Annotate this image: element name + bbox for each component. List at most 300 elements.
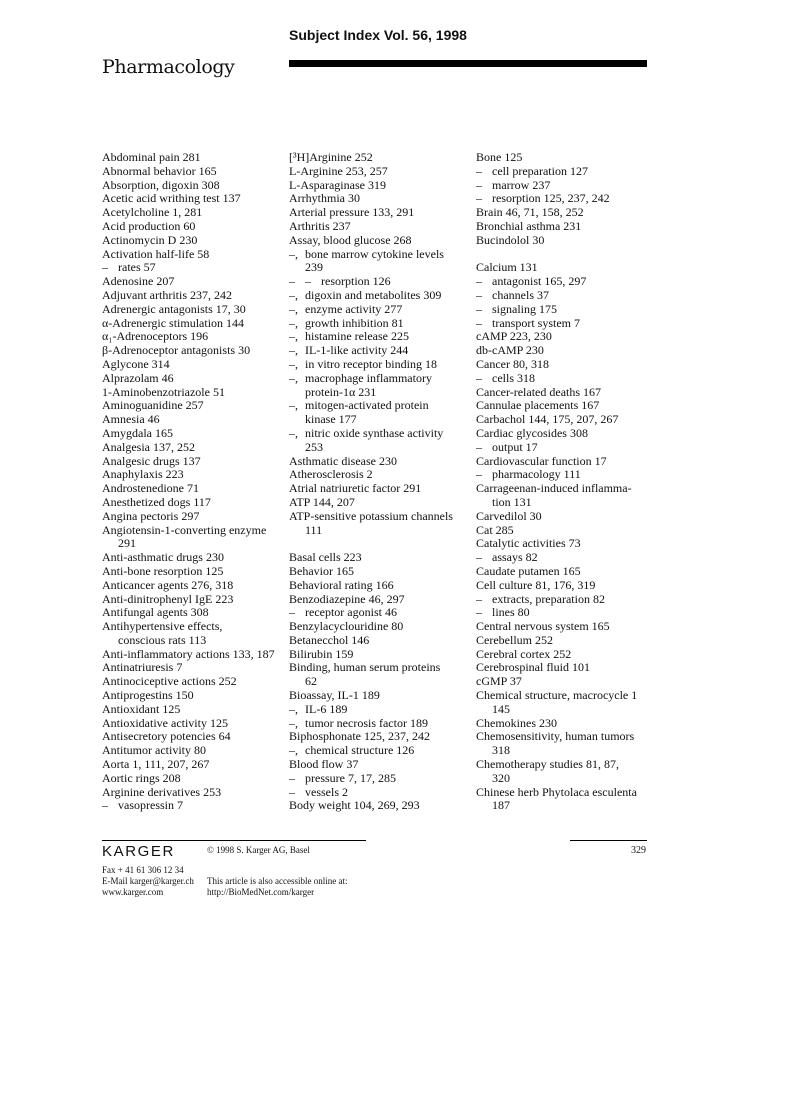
index-entry (289, 206, 471, 220)
index-entry (102, 675, 284, 689)
entry-text: α₁-Adrenoceptors 196 (102, 329, 209, 344)
entry-dash: –, (289, 701, 298, 716)
entry-text: Anti-dinitrophenyl IgE 223 (102, 591, 234, 606)
entry-dash: – (305, 274, 311, 289)
online-access-note (207, 876, 347, 898)
index-entry (289, 275, 471, 289)
index-entry (289, 468, 471, 482)
entry-text: Anesthetized dogs 117 (102, 494, 211, 509)
index-entry (102, 758, 284, 772)
entry-dash: – (476, 467, 482, 482)
entry-dash: – (476, 370, 482, 385)
entry-text: growth inhibition 81 (305, 315, 404, 330)
entry-text: Aortic rings 208 (102, 770, 181, 785)
index-entry (476, 317, 648, 331)
index-entry (476, 165, 648, 179)
index-entry (289, 758, 471, 772)
entry-text: lines 80 (492, 605, 530, 620)
entry-text: 1-Aminobenzotriazole 51 (102, 384, 225, 399)
index-entry (476, 579, 648, 593)
index-entry (102, 303, 284, 317)
index-entry (289, 234, 471, 248)
entry-text: cell preparation 127 (492, 163, 588, 178)
index-entry (102, 413, 284, 427)
online-note-line: This article is also accessible online at: (207, 876, 348, 886)
entry-text: Basal cells 223 (289, 550, 362, 565)
index-entry (102, 317, 284, 331)
index-entry (476, 179, 648, 193)
entry-text: Arterial pressure 133, 291 (289, 205, 415, 220)
index-entry (289, 192, 471, 206)
entry-text: Calcium 131 (476, 260, 538, 275)
index-entry (476, 510, 648, 524)
index-entry (289, 358, 471, 372)
index-entry (476, 220, 648, 234)
index-entry (476, 234, 648, 248)
entry-text: Acid production 60 (102, 218, 196, 233)
index-entry (102, 786, 284, 800)
index-entry (476, 634, 648, 648)
entry-text: Atrial natriuretic factor 291 (289, 481, 422, 496)
entry-continuation: protein-1α 231 (305, 384, 377, 399)
entry-text: Cannulae placements 167 (476, 398, 600, 413)
entry-text: cGMP 37 (476, 674, 522, 689)
entry-text: vasopressin 7 (118, 798, 183, 813)
index-entry (289, 248, 471, 262)
entry-dash: – (476, 550, 482, 565)
index-entry (476, 717, 648, 731)
publisher-contact (102, 865, 194, 898)
entry-dash: –, (289, 370, 298, 385)
entry-text: cAMP 223, 230 (476, 329, 552, 344)
entry-text: Alprazolam 46 (102, 370, 174, 385)
index-entry (102, 496, 284, 510)
fax-line: Fax + 41 61 306 12 34 (102, 865, 184, 875)
entry-text: Anticancer agents 276, 318 (102, 577, 234, 592)
entry-text: resorption 125, 237, 242 (492, 191, 610, 206)
index-entry (102, 455, 284, 469)
entry-text: Antiprogestins 150 (102, 688, 194, 703)
entry-text: Abnormal behavior 165 (102, 163, 217, 178)
index-entry (289, 496, 471, 510)
entry-text: Antisecretory potencies 64 (102, 729, 231, 744)
entry-text: Cerebrospinal fluid 101 (476, 660, 590, 675)
index-entry (102, 565, 284, 579)
index-entry (102, 772, 284, 786)
entry-text: resorption 126 (321, 274, 391, 289)
entry-text: Amnesia 46 (102, 412, 160, 427)
index-entry (102, 441, 284, 455)
entry-text: Arrhythmia 30 (289, 191, 360, 206)
entry-text: Chemosensitivity, human tumors (476, 729, 635, 744)
entry-text: Cerebral cortex 252 (476, 646, 572, 661)
header-rule (289, 60, 647, 67)
entry-continuation: tion 131 (492, 494, 532, 509)
index-entry (289, 165, 471, 179)
index-entry (289, 648, 471, 662)
entry-text: pressure 7, 17, 285 (305, 770, 396, 785)
entry-text: Cancer-related deaths 167 (476, 384, 602, 399)
index-entry (476, 206, 648, 220)
entry-continuation: kinase 177 (305, 412, 357, 427)
entry-dash: – (289, 605, 295, 620)
entry-text: digoxin and metabolites 309 (305, 287, 442, 302)
index-entry (102, 689, 284, 703)
entry-text: Antitumor activity 80 (102, 743, 206, 758)
index-entry (102, 358, 284, 372)
index-entry (289, 772, 471, 786)
entry-text: Antifungal agents 308 (102, 605, 209, 620)
entry-text: Anti-inflammatory actions 133, 187 (102, 646, 275, 661)
entry-text: Assay, blood glucose 268 (289, 232, 412, 247)
entry-text: Bronchial asthma 231 (476, 218, 582, 233)
entry-text: β-Adrenoceptor antagonists 30 (102, 343, 251, 358)
index-entry (102, 330, 284, 344)
entry-continuation: 187 (492, 798, 510, 813)
entry-text: Arthritis 237 (289, 218, 351, 233)
index-entry (476, 303, 648, 317)
entry-text: IL-1-like activity 244 (305, 343, 409, 358)
entry-dash: – (289, 770, 295, 785)
entry-text: Bucindolol 30 (476, 232, 545, 247)
index-entry (102, 606, 284, 620)
entry-text: Acetylcholine 1, 281 (102, 205, 203, 220)
entry-dash: –, (289, 287, 298, 302)
index-entry (289, 661, 471, 675)
entry-text: tumor necrosis factor 189 (305, 715, 428, 730)
index-entry (289, 303, 471, 317)
index-gap (289, 537, 471, 551)
entry-text: Arginine derivatives 253 (102, 784, 222, 799)
index-entry (289, 220, 471, 234)
entry-text: db-cAMP 230 (476, 343, 544, 358)
entry-text: Bone 125 (476, 150, 523, 164)
entry-text: Anti-asthmatic drugs 230 (102, 550, 224, 565)
entry-text: Cardiac glycosides 308 (476, 425, 588, 440)
entry-continuation: 145 (492, 701, 510, 716)
index-entry (289, 579, 471, 593)
entry-dash: – (476, 163, 482, 178)
index-entry (102, 275, 284, 289)
entry-dash: – (289, 784, 295, 799)
index-entry (289, 620, 471, 634)
index-entry (289, 330, 471, 344)
entry-text: assays 82 (492, 550, 538, 565)
footer-rule-left (102, 840, 366, 841)
entry-dash: – (476, 287, 482, 302)
website-line: www.karger.com (102, 887, 164, 897)
index-entry (289, 427, 471, 441)
index-entry (476, 151, 648, 165)
entry-text: Chemotherapy studies 81, 87, (476, 757, 619, 772)
index-entry (289, 730, 471, 744)
index-entry (476, 468, 648, 482)
index-entry (102, 179, 284, 193)
index-entry (476, 730, 648, 744)
entry-continuation: 62 (305, 674, 317, 689)
page-number: 329 (631, 845, 646, 856)
entry-text: Antihypertensive effects, (102, 619, 223, 634)
entry-text: histamine release 225 (305, 329, 409, 344)
entry-text: receptor agonist 46 (305, 605, 397, 620)
entry-dash: – (289, 274, 295, 289)
entry-text: Carvedilol 30 (476, 508, 542, 523)
entry-dash: – (476, 315, 482, 330)
entry-continuation: conscious rats 113 (118, 632, 207, 647)
index-entry (102, 261, 284, 275)
entry-continuation: 318 (492, 743, 510, 758)
index-entry (289, 455, 471, 469)
index-entry (476, 551, 648, 565)
index-entry (476, 261, 648, 275)
entry-dash: – (476, 177, 482, 192)
publisher-logo: KARGER (102, 843, 175, 860)
entry-dash: – (476, 439, 482, 454)
entry-text: Antinociceptive actions 252 (102, 674, 237, 689)
entry-text: signaling 175 (492, 301, 557, 316)
index-entry (102, 151, 284, 165)
footer-rule-right (570, 840, 647, 841)
index-entry (476, 758, 648, 772)
entry-text: Blood flow 37 (289, 757, 359, 772)
index-entry (102, 579, 284, 593)
entry-dash: –, (289, 425, 298, 440)
index-entry (102, 799, 284, 813)
index-entry (102, 482, 284, 496)
index-entry (102, 730, 284, 744)
index-entry (289, 179, 471, 193)
index-entry (476, 524, 648, 538)
entry-dash: – (476, 605, 482, 620)
entry-text: output 17 (492, 439, 538, 454)
index-entry (289, 606, 471, 620)
entry-text: Cat 285 (476, 522, 514, 537)
entry-text: α-Adrenergic stimulation 144 (102, 315, 245, 330)
entry-text: nitric oxide synthase activity (305, 425, 444, 440)
index-gap (476, 248, 648, 262)
index-entry (289, 786, 471, 800)
index-entry (102, 386, 284, 400)
entry-text: Abdominal pain 281 (102, 150, 201, 164)
entry-continuation: 253 (305, 439, 323, 454)
entry-dash: –, (289, 715, 298, 730)
index-entry (102, 289, 284, 303)
index-entry (476, 192, 648, 206)
entry-text: rates 57 (118, 260, 156, 275)
entry-text: Biphosphonate 125, 237, 242 (289, 729, 430, 744)
entry-text: extracts, preparation 82 (492, 591, 605, 606)
index-column-3 (476, 151, 648, 813)
index-entry (102, 593, 284, 607)
entry-text: antagonist 165, 297 (492, 274, 587, 289)
index-entry (476, 593, 648, 607)
entry-dash: –, (289, 343, 298, 358)
entry-text: Cerebellum 252 (476, 632, 553, 647)
entry-dash: –, (289, 329, 298, 344)
index-entry (476, 482, 648, 496)
entry-text: Anaphylaxis 223 (102, 467, 184, 482)
entry-text: vessels 2 (305, 784, 348, 799)
index-entry (289, 689, 471, 703)
entry-text: enzyme activity 277 (305, 301, 403, 316)
index-entry (102, 744, 284, 758)
entry-text: Catalytic activities 73 (476, 536, 581, 551)
index-entry (102, 648, 284, 662)
entry-text: Analgesic drugs 137 (102, 453, 201, 468)
entry-text: Benzodiazepine 46, 297 (289, 591, 405, 606)
entry-text: Aglycone 314 (102, 356, 170, 371)
entry-text: Antioxidant 125 (102, 701, 181, 716)
index-entry (476, 606, 648, 620)
entry-text: bone marrow cytokine levels (305, 246, 444, 261)
index-entry (476, 620, 648, 634)
entry-text: Chemical structure, macrocycle 1 (476, 688, 638, 703)
entry-text: Asthmatic disease 230 (289, 453, 397, 468)
entry-text: Chinese herb Phytolaca esculenta (476, 784, 637, 799)
index-title: Subject Index Vol. 56, 1998 (289, 27, 467, 43)
entry-dash: –, (289, 315, 298, 330)
index-entry (102, 344, 284, 358)
entry-continuation: 111 (305, 522, 323, 537)
entry-dash: – (476, 591, 482, 606)
index-column-2 (289, 151, 471, 813)
index-entry (476, 455, 648, 469)
online-url: http://BioMedNet.com/karger (207, 887, 315, 897)
entry-text: Behavioral rating 166 (289, 577, 394, 592)
index-entry (102, 510, 284, 524)
entry-text: Bilirubin 159 (289, 646, 354, 661)
entry-dash: – (102, 260, 108, 275)
index-entry (102, 234, 284, 248)
index-entry (476, 537, 648, 551)
entry-text: Antioxidative activity 125 (102, 715, 228, 730)
entry-text: transport system 7 (492, 315, 580, 330)
entry-text: Atherosclerosis 2 (289, 467, 373, 482)
index-entry (102, 620, 284, 634)
index-entry (476, 372, 648, 386)
entry-text: Carbachol 144, 175, 207, 267 (476, 412, 619, 427)
entry-text: Bioassay, IL-1 189 (289, 688, 380, 703)
index-entry (102, 248, 284, 262)
entry-dash: –, (289, 743, 298, 758)
index-entry (102, 427, 284, 441)
index-entry (476, 565, 648, 579)
entry-text: Aminoguanidine 257 (102, 398, 204, 413)
entry-text: in vitro receptor binding 18 (305, 356, 437, 371)
index-entry (289, 551, 471, 565)
index-entry (476, 386, 648, 400)
entry-text: Cell culture 81, 176, 319 (476, 577, 596, 592)
index-entry (476, 413, 648, 427)
index-entry (289, 151, 471, 165)
copyright-notice: © 1998 S. Karger AG, Basel (207, 845, 310, 855)
entry-dash: –, (289, 246, 298, 261)
entry-text: Absorption, digoxin 308 (102, 177, 220, 192)
index-entry (289, 344, 471, 358)
entry-text: Adenosine 207 (102, 274, 175, 289)
index-entry (476, 275, 648, 289)
index-entry (289, 717, 471, 731)
index-entry (289, 289, 471, 303)
entry-text: L-Arginine 253, 257 (289, 163, 388, 178)
entry-text: Amygdala 165 (102, 425, 173, 440)
index-entry (102, 703, 284, 717)
index-entry (289, 744, 471, 758)
index-entry (102, 524, 284, 538)
entry-text: Cancer 80, 318 (476, 356, 549, 371)
index-entry (476, 441, 648, 455)
index-entry (476, 786, 648, 800)
index-entry (289, 317, 471, 331)
index-entry (476, 358, 648, 372)
email-line: E-Mail karger@karger.ch (102, 876, 194, 886)
index-entry (476, 689, 648, 703)
index-entry (476, 661, 648, 675)
index-entry (102, 717, 284, 731)
entry-text: Cardiovascular function 17 (476, 453, 607, 468)
index-entry (476, 399, 648, 413)
entry-text: Betanecchol 146 (289, 632, 370, 647)
index-entry (102, 220, 284, 234)
entry-text: Brain 46, 71, 158, 252 (476, 205, 584, 220)
entry-text: Carrageenan-induced inflamma- (476, 481, 632, 496)
entry-continuation: 239 (305, 260, 323, 275)
entry-text: Anti-bone resorption 125 (102, 563, 224, 578)
journal-name: Pharmacology (102, 56, 235, 78)
entry-dash: –, (289, 301, 298, 316)
index-entry (476, 289, 648, 303)
entry-continuation: 320 (492, 770, 510, 785)
entry-text: ATP 144, 207 (289, 494, 355, 509)
index-entry (102, 551, 284, 565)
entry-text: cells 318 (492, 370, 535, 385)
entry-text: Central nervous system 165 (476, 619, 610, 634)
index-entry (102, 661, 284, 675)
entry-text: Caudate putamen 165 (476, 563, 581, 578)
index-entry (476, 648, 648, 662)
entry-text: Analgesia 137, 252 (102, 439, 195, 454)
index-entry (102, 192, 284, 206)
entry-text: Adrenergic antagonists 17, 30 (102, 301, 246, 316)
entry-text: marrow 237 (492, 177, 551, 192)
index-entry (289, 399, 471, 413)
index-entry (476, 330, 648, 344)
entry-dash: – (476, 191, 482, 206)
index-column-1 (102, 151, 284, 813)
entry-text: pharmacology 111 (492, 467, 581, 482)
index-entry (289, 565, 471, 579)
entry-text: Angiotensin-1-converting enzyme (102, 522, 267, 537)
index-entry (476, 427, 648, 441)
entry-text: Chemokines 230 (476, 715, 557, 730)
entry-text: mitogen-activated protein (305, 398, 429, 413)
entry-dash: – (476, 301, 482, 316)
entry-text: [³H]Arginine 252 (289, 150, 373, 164)
entry-text: IL-6 189 (305, 701, 348, 716)
entry-text: Binding, human serum proteins (289, 660, 441, 675)
entry-text: Aorta 1, 111, 207, 267 (102, 757, 210, 772)
entry-dash: –, (289, 398, 298, 413)
entry-dash: –, (289, 356, 298, 371)
entry-text: Activation half-life 58 (102, 246, 210, 261)
entry-text: Acetic acid writhing test 137 (102, 191, 241, 206)
index-entry (289, 799, 471, 813)
entry-text: macrophage inflammatory (305, 370, 432, 385)
index-entry (476, 344, 648, 358)
index-entry (289, 634, 471, 648)
entry-dash: – (476, 274, 482, 289)
index-entry (102, 165, 284, 179)
